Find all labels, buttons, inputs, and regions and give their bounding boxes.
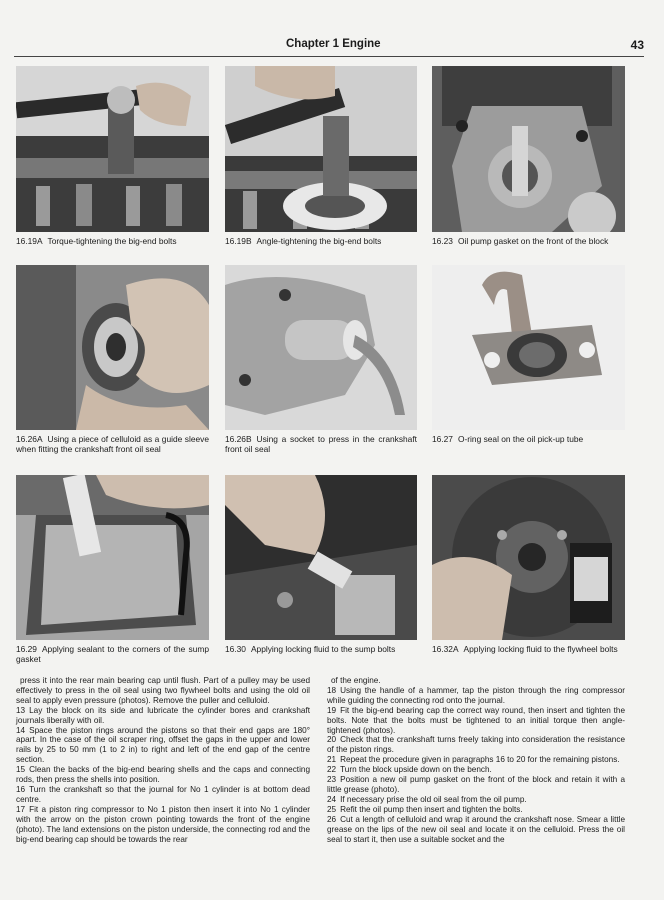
figure-caption <box>16 435 209 454</box>
figure-number: 16.26A <box>16 434 43 444</box>
paragraph <box>327 805 625 815</box>
paragraph-text: Fit the big-end bearing cap the correct way round, then insert and tighten the bolts. Note that the bolts must be tightened to an initial torque then angle-tightened (photos). <box>327 705 625 735</box>
figure-caption <box>225 645 417 655</box>
figure-caption-text: Angle-tightening the big-end bolts <box>256 236 382 246</box>
paragraph-number: 23 <box>327 775 337 785</box>
paragraph-number: 21 <box>327 755 337 765</box>
figure-caption-text: Torque-tightening the big-end bolts <box>47 236 177 246</box>
body-column-left <box>16 676 310 844</box>
paragraph-number: 18 <box>327 685 337 695</box>
paragraph <box>327 676 625 686</box>
figure-caption-text: Oil pump gasket on the front of the block <box>457 236 609 246</box>
paragraph-number: 20 <box>327 735 337 745</box>
photo-16-23 <box>432 66 625 232</box>
paragraph-number: 15 <box>16 765 26 775</box>
figure-caption <box>432 435 625 445</box>
page-number: 43 <box>630 38 644 52</box>
paragraph-number: 14 <box>16 725 26 735</box>
paragraph-text: If necessary prise the old oil seal from the oil pump. <box>340 794 527 804</box>
paragraph <box>327 815 625 845</box>
paragraph <box>327 775 625 795</box>
paragraph <box>16 726 310 766</box>
paragraph-text: Clean the backs of the big-end bearing shells and the caps and connecting rods, then press the shells into position. <box>16 765 310 785</box>
paragraph-text: Position a new oil pump gasket on the front of the block and retain it with a little grease (photo). <box>327 775 625 794</box>
figure-caption <box>225 237 417 247</box>
paragraph <box>16 706 310 726</box>
chapter-title: Chapter 1 Engine <box>286 38 381 50</box>
paragraph <box>327 755 625 765</box>
paragraph-number: 19 <box>327 705 337 715</box>
photo-16-19b <box>225 66 417 232</box>
photo-16-30 <box>225 475 417 640</box>
body-column-right <box>327 676 625 844</box>
figure-caption-text: Using a socket to press in the crankshaft front oil seal <box>225 434 417 454</box>
figure-number: 16.19A <box>16 236 43 246</box>
paragraph-text: Refit the oil pump then insert and tighten the bolts. <box>340 804 523 814</box>
figure-number: 16.19B <box>225 236 252 246</box>
figure-number: 16.27 <box>432 434 453 444</box>
figure-number: 16.32A <box>432 644 459 654</box>
paragraph <box>327 795 625 805</box>
paragraph-number: 13 <box>16 705 26 715</box>
figure-caption <box>225 435 417 454</box>
paragraph-text: Repeat the procedure given in paragraphs 16 to 20 for the remaining pistons. <box>340 755 620 765</box>
paragraph <box>327 765 625 775</box>
paragraph-number: 16 <box>16 784 26 794</box>
paragraph-number: 25 <box>327 804 337 814</box>
figure-caption-text: Applying locking fluid to the sump bolts <box>250 644 396 654</box>
paragraph-number: 22 <box>327 765 337 775</box>
photo-16-27 <box>432 265 625 430</box>
paragraph-text: press it into the rear main bearing cap until flush. Part of a pulley may be used effectively to press in the oil seal using two flywheel bolts and using the old oil seal to apply even pressure (photos). Remove the puller and celluloid. <box>16 676 310 705</box>
paragraph <box>16 765 310 785</box>
figure-caption <box>432 237 625 247</box>
paragraph-text: Lay the block on its side and lubricate the cylinder bores and crankshaft journals liberally with oil. <box>16 705 310 725</box>
figure-number: 16.23 <box>432 236 453 246</box>
header-rule <box>14 56 644 57</box>
paragraph-text: Cut a length of celluloid and wrap it around the crankshaft nose. Smear a little grease on the lips of the new oil seal and locate it on the celluloid. Press the oil seal to start it, then use a suitable socket and the <box>327 814 625 844</box>
paragraph-text: Fit a piston ring compressor to No 1 piston then insert it into No 1 cylinder with the arrow on the piston crown pointing towards the front of the engine (photo). The land extensions on the piston underside, the connecting rod and the big-end bearing cap should be towards the rear <box>16 804 310 844</box>
paragraph-text: Check that the crankshaft turns freely taking into consideration the resistance of the piston rings. <box>327 735 625 755</box>
figure-caption-text: Applying sealant to the corners of the sump gasket <box>16 644 209 664</box>
paragraph-number: 26 <box>327 814 337 824</box>
photo-16-32a <box>432 475 625 640</box>
paragraph-number: 24 <box>327 794 337 804</box>
paragraph <box>327 706 625 736</box>
photo-16-19a <box>16 66 209 232</box>
paragraph-text: Using the handle of a hammer, tap the piston through the ring compressor while guiding the connecting rod onto the journal. <box>327 685 625 705</box>
paragraph <box>327 686 625 706</box>
paragraph-text: Turn the crankshaft so that the journal for No 1 cylinder is at bottom dead centre. <box>16 784 310 804</box>
figure-caption-text: O-ring seal on the oil pick-up tube <box>457 434 584 444</box>
paragraph-text: of the engine. <box>331 676 381 685</box>
paragraph <box>16 785 310 805</box>
figure-caption <box>16 645 209 664</box>
photo-16-29 <box>16 475 209 640</box>
figure-caption-text: Applying locking fluid to the flywheel bolts <box>463 644 618 654</box>
figure-caption-text: Using a piece of celluloid as a guide sleeve when fitting the crankshaft front oil seal <box>16 434 209 454</box>
photo-16-26b <box>225 265 417 430</box>
page-header <box>16 34 644 56</box>
paragraph-number: 17 <box>16 804 26 814</box>
figure-caption <box>16 237 209 247</box>
paragraph <box>16 676 310 706</box>
figure-caption <box>432 645 625 655</box>
photo-16-26a <box>16 265 209 430</box>
figure-number: 16.29 <box>16 644 37 654</box>
paragraph-text: Space the piston rings around the pistons so that their end gaps are 180° apart. In the case of the oil scraper ring, offset the gaps in the upper and lower rails by 25 to 50 mm (1 to 2 in) to right and left of the end gap of the centre section. <box>16 725 310 765</box>
figure-number: 16.30 <box>225 644 246 654</box>
paragraph <box>16 805 310 845</box>
figure-number: 16.26B <box>225 434 252 444</box>
paragraph <box>327 735 625 755</box>
paragraph-text: Turn the block upside down on the bench. <box>340 765 492 775</box>
